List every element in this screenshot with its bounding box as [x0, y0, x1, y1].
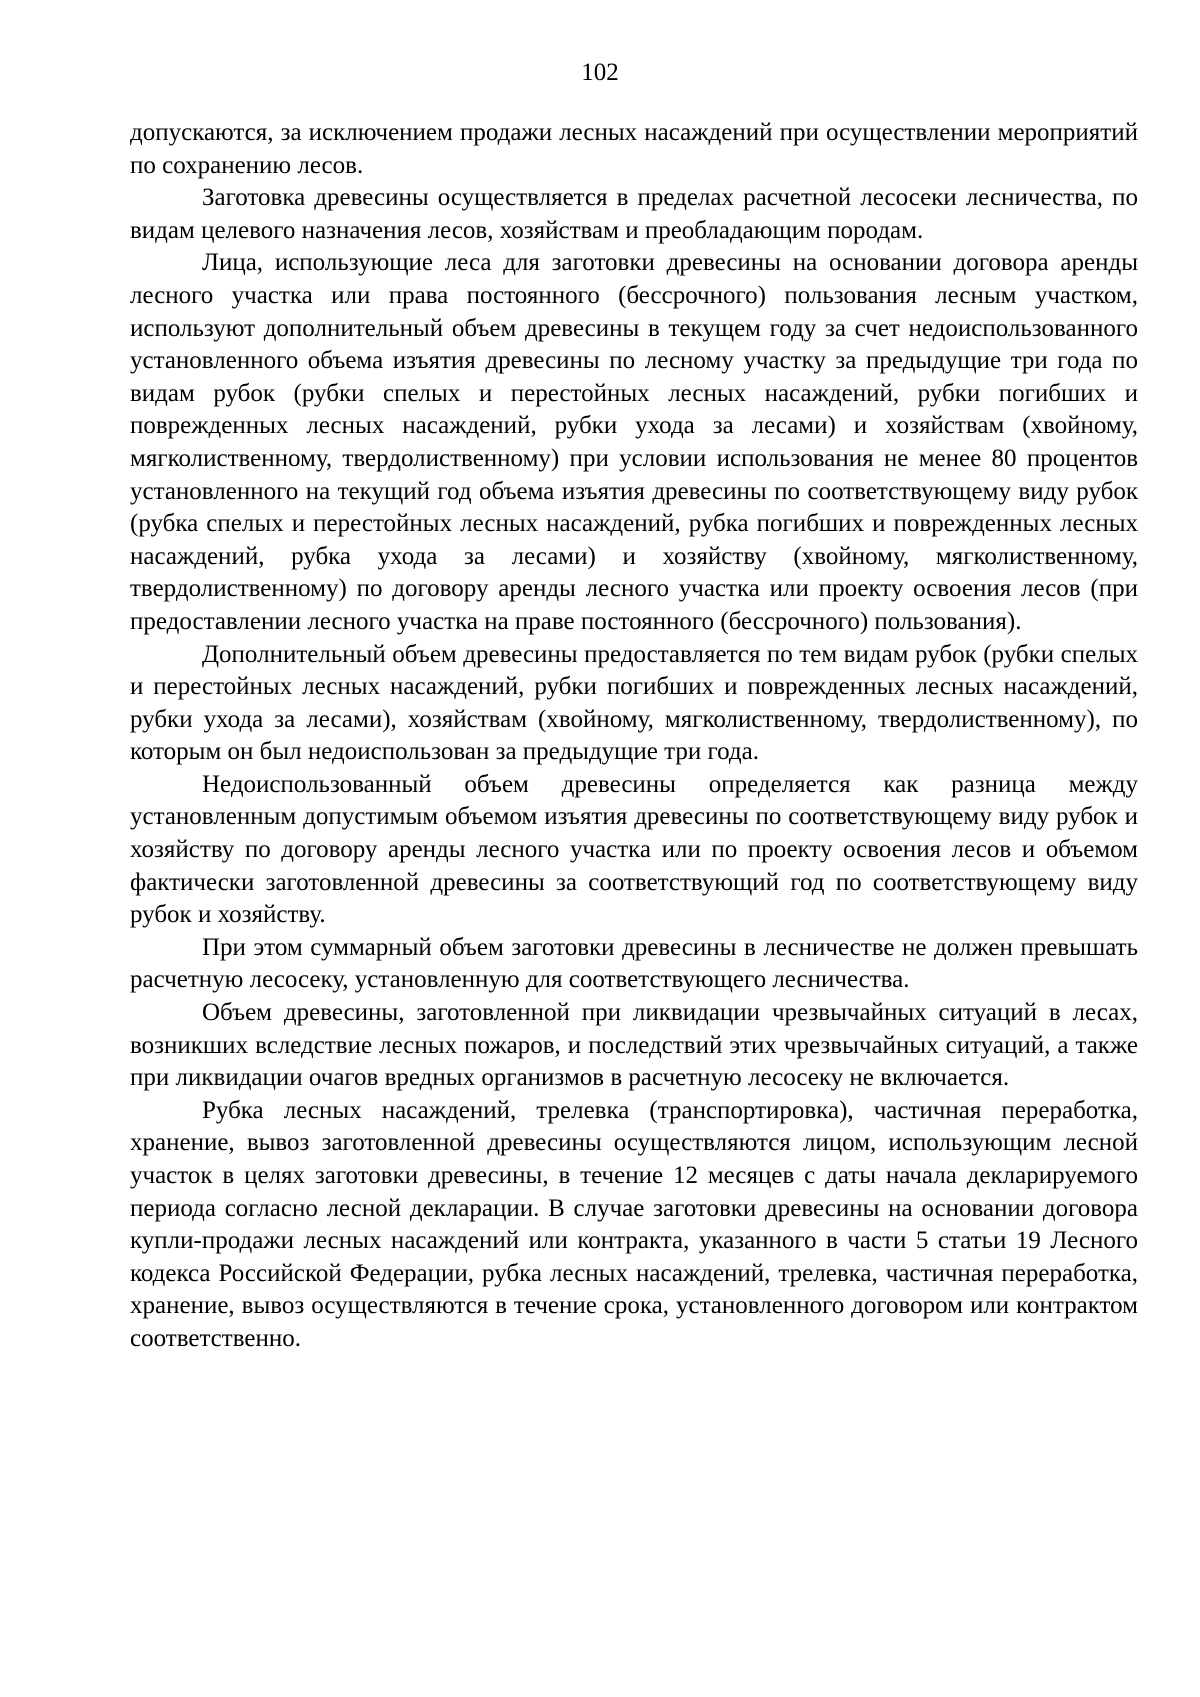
paragraph-additional-volume-provision: Дополнительный объем древесины предоставляется по тем видам рубок (рубки спелых и перестойных лесных насаждений, рубки погибших и поврежденных лесных насаждений, рубки ухода за лесами), хозяйствам (хвойному, мягколиственному, твердолиственному), по которым он был недоиспользован за предыдущие три года. — [130, 640, 1138, 766]
paragraph-additional-volume-use: Лица, использующие леса для заготовки древесины на основании договора аренды лесного участка или права постоянного (бессрочного) пользования лесным участком, используют дополнительный объем древесины в текущем году за счет недоиспользованного установленного объема изъятия древесины по лесному участку за предыдущие три года по видам рубок (рубки спелых и перестойных лесных насаждений, рубки погибших и поврежденных лесных насаждений, рубки ухода за лесами) и хозяйствам (хвойному, мягколиственному, твердолиственному) при условии использования не менее 80 процентов установленного на текущий год объема изъятия древесины по соответствующему виду рубок (рубка спелых и перестойных лесных насаждений, рубка погибших и поврежденных лесных насаждений, рубка ухода за лесами) и хозяйству (хвойному, мягколиственному, твердолиственному) по договору аренды лесного участка или проекту освоения лесов (при предоставлении лесного участка на праве постоянного (бессрочного) пользования). — [130, 249, 1138, 635]
paragraph-unused-volume-definition: Недоиспользованный объем древесины определяется как разница между установленным допустимым объемом изъятия древесины по соответствующему виду рубок и хозяйству по договору аренды лесного участка или по проекту освоения лесов и объемом фактически заготовленной древесины за соответствующий год по соответствующему виду рубок и хозяйству. — [130, 770, 1138, 929]
paragraph-harvest-timing: Рубка лесных насаждений, трелевка (транспортировка), частичная переработка, хранение, вывоз заготовленной древесины осуществляются лицом, использующим лесной участок в целях заготовки древесины, в течение 12 месяцев с даты начала декларируемого периода согласно лесной декларации. В случае заготовки древесины на основании договора купли-продажи лесных насаждений или контракта, указанного в части 5 статьи 19 Лесного кодекса Российской Федерации, рубка лесных насаждений, трелевка, частичная переработка, хранение, вывоз осуществляются в течение срока, установленного договором или контрактом соответственно. — [130, 1096, 1138, 1352]
body-text — [130, 117, 1138, 1356]
page-number: 102 — [581, 59, 619, 86]
paragraph-total-volume-limit: При этом суммарный объем заготовки древесины в лесничестве не должен превышать расчетную лесосеку, установленную для соответствующего лесничества. — [130, 933, 1138, 994]
paragraph-continuation: допускаются, за исключением продажи лесных насаждений при осуществлении мероприятий по сохранению лесов. — [130, 119, 1138, 179]
paragraph-harvest-limits: Заготовка древесины осуществляется в пределах расчетной лесосеки лесничества, по видам целевого назначения лесов, хозяйствам и преобладающим породам. — [130, 184, 1138, 244]
paragraph-emergency-volume: Объем древесины, заготовленной при ликвидации чрезвычайных ситуаций в лесах, возникших вследствие лесных пожаров, и последствий этих чрезвычайных ситуаций, а также при ликвидации очагов вредных организмов в расчетную лесосеку не включается. — [130, 999, 1138, 1092]
